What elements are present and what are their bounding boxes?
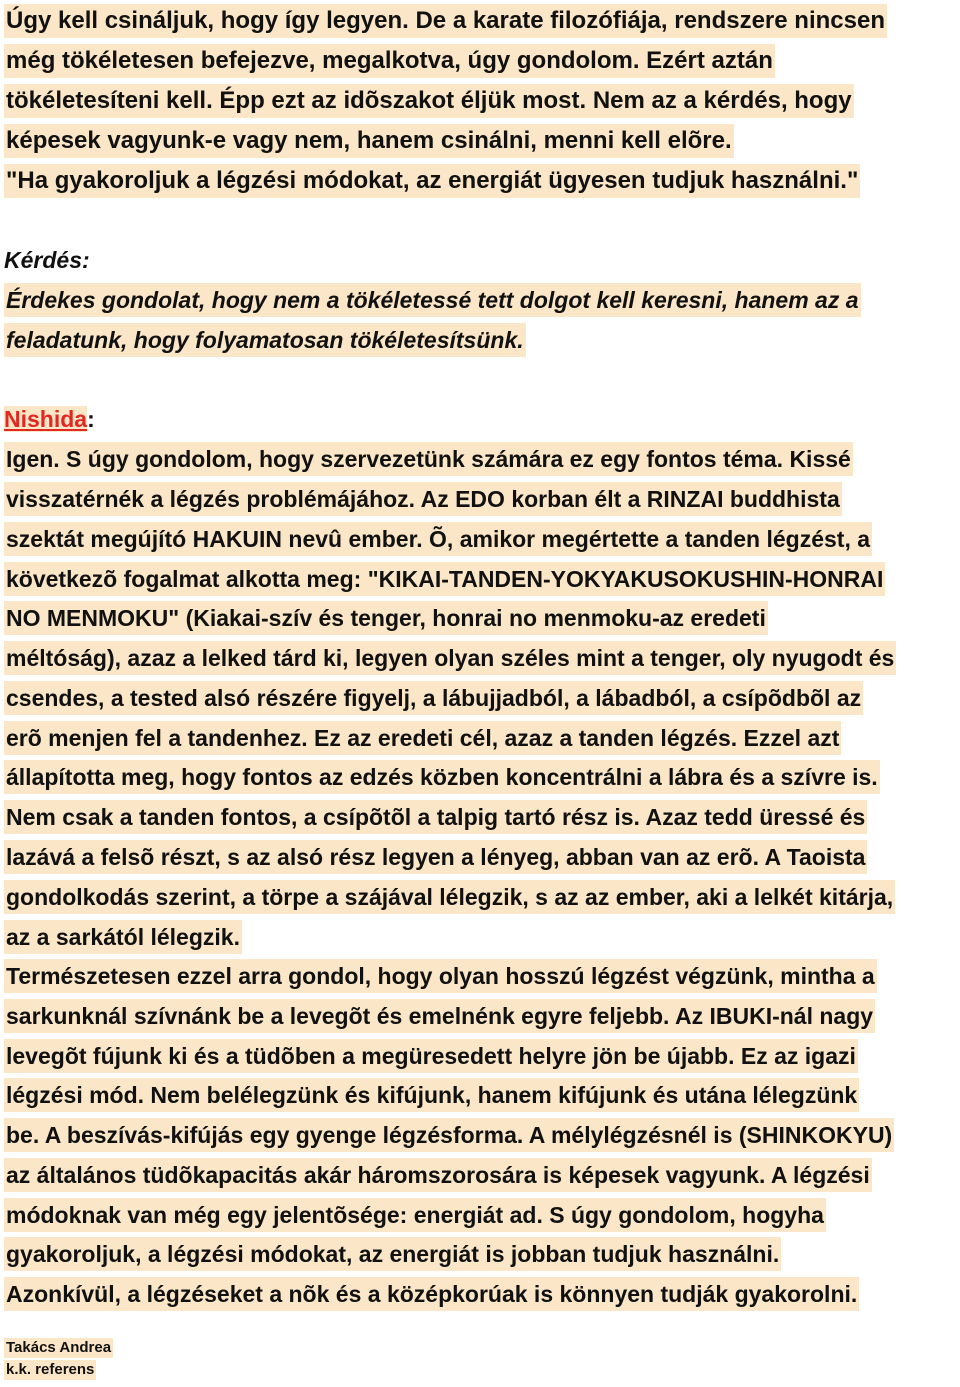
speaker-colon: : xyxy=(87,406,95,432)
text-line: az a sarkától lélegzik. xyxy=(4,920,242,954)
text-line: csendes, a tested alsó részére figyelj, a lábujjadból, a lábadból, a csípõdbõl az xyxy=(4,681,863,715)
speaker-name: Nishida xyxy=(4,406,88,432)
text-line: tökéletesíteni kell. Épp ezt az idõszakot éljük most. Nem az a kérdés, hogy xyxy=(4,84,854,118)
text-line: be. A beszívás-kifújás egy gyenge légzésforma. A mélylégzésnél is (SHINKOKYU) xyxy=(4,1118,894,1152)
text-line: "Ha gyakoroljuk a légzési módokat, az energiát ügyesen tudjuk használni." xyxy=(4,164,860,198)
text-line: Igen. S úgy gondolom, hogy szervezetünk számára ez egy fontos téma. Kissé xyxy=(4,442,853,476)
text-line: szektát megújító HAKUIN nevû ember. Õ, amikor megértette a tanden légzést, a xyxy=(4,522,872,556)
signature-role: k.k. referens xyxy=(6,1361,95,1378)
text-line: Természetesen ezzel arra gondol, hogy olyan hosszú légzést végzünk, mintha a xyxy=(4,959,877,993)
text-line: Érdekes gondolat, hogy nem a tökéletessé tett dolgot kell keresni, hanem az a xyxy=(4,283,861,317)
text-line: módoknak van még egy jelentõsége: energiát ad. S úgy gondolom, hogyha xyxy=(4,1198,826,1232)
text-line: az általános tüdõkapacitás akár háromszorosára is képesek vagyunk. A légzési xyxy=(4,1158,872,1192)
text-line: feladatunk, hogy folyamatosan tökéletesítsünk. xyxy=(4,323,526,357)
text-line: képesek vagyunk-e vagy nem, hanem csinálni, menni kell elõre. xyxy=(4,124,734,158)
text-line: levegõt fújunk ki és a tüdõben a megüresedett helyre jön be újabb. Ez az igazi xyxy=(4,1039,858,1073)
question-label: Kérdés: xyxy=(4,247,90,273)
text-line: méltóság), azaz a lelked tárd ki, legyen olyan széles mint a tenger, oly nyugodt és xyxy=(4,641,896,675)
signature-name: Takács Andrea xyxy=(6,1339,112,1356)
text-line: gyakoroljuk, a légzési módokat, az energiát is jobban tudjuk használni. xyxy=(4,1237,781,1271)
text-line: állapította meg, hogy fontos az edzés közben koncentrálni a lábra és a szívre is. xyxy=(4,760,880,794)
text-line: gondolkodás szerint, a törpe a szájával lélegzik, s az az ember, aki a lelkét kitárja, xyxy=(4,880,895,914)
text-line: sarkunknál szívnánk be a levegõt és emelnénk egyre feljebb. Az IBUKI-nál nagy xyxy=(4,999,875,1033)
text-line: visszatérnék a légzés problémájához. Az EDO korban élt a RINZAI buddhista xyxy=(4,482,842,516)
text-line: légzési mód. Nem belélegzünk és kifújunk, hanem kifújunk és utána lélegzünk xyxy=(4,1078,859,1112)
text-line: Úgy kell csináljuk, hogy így legyen. De a karate filozófiája, rendszere nincsen xyxy=(4,4,887,38)
speaker-label xyxy=(4,402,95,436)
text-line: Nem csak a tanden fontos, a csípõtõl a talpig tartó rész is. Azaz tedd üressé és xyxy=(4,800,867,834)
text-line: NO MENMOKU" (Kiakai-szív és tenger, honrai no menmoku-az eredeti xyxy=(4,601,768,635)
text-line: következõ fogalmat alkotta meg: "KIKAI-TANDEN-YOKYAKUSOKUSHIN-HONRAI xyxy=(4,562,885,596)
text-line: még tökéletesen befejezve, megalkotva, úgy gondolom. Ezért aztán xyxy=(4,44,775,78)
text-line: lazává a felsõ részt, s az alsó rész legyen a lényeg, abban van az erõ. A Taoista xyxy=(4,840,867,874)
text-line: erõ menjen fel a tandenhez. Ez az eredeti cél, azaz a tanden légzés. Ezzel azt xyxy=(4,721,841,755)
text-line: Azonkívül, a légzéseket a nõk és a középkorúak is könnyen tudják gyakorolni. xyxy=(4,1277,859,1311)
